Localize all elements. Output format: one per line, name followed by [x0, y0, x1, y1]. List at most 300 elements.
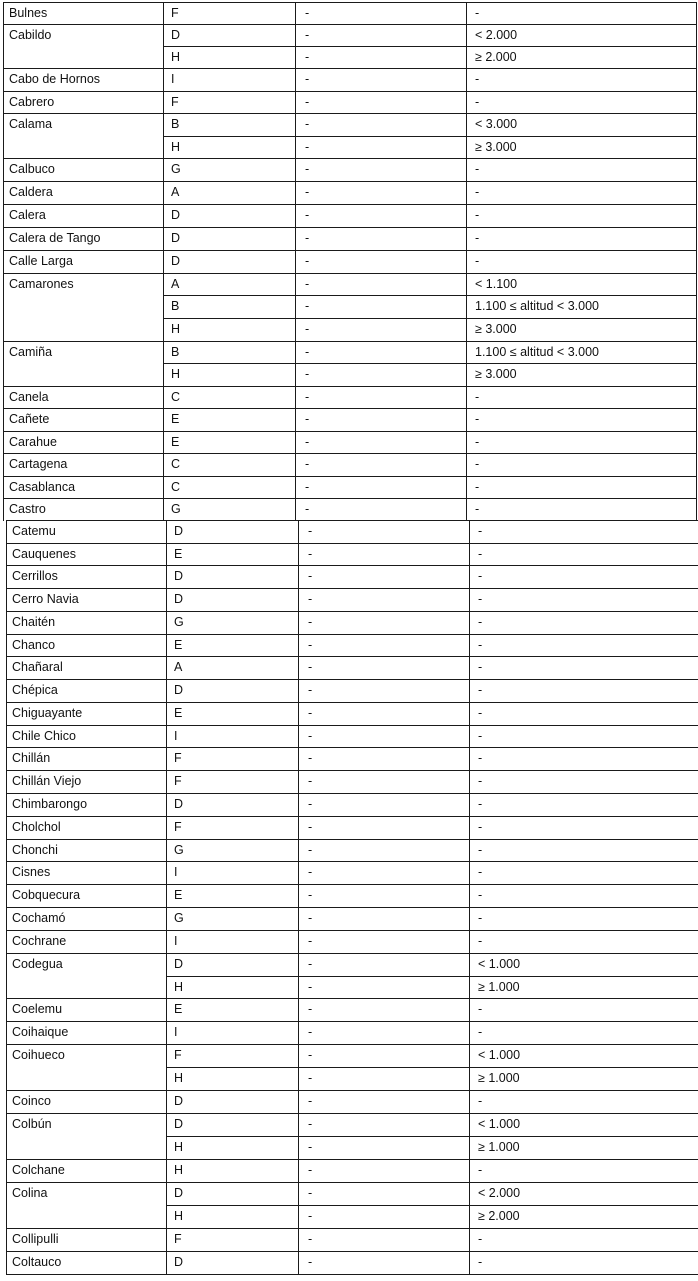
dash-cell: - [308, 1186, 313, 1200]
commune-name: Cañete [9, 412, 50, 426]
subrow-border [166, 1205, 698, 1206]
dash-cell: - [308, 1255, 313, 1269]
column-border [6, 656, 7, 680]
row-border [6, 793, 698, 794]
column-border [166, 770, 167, 794]
altitude-cell: 1.100 ≤ altitud < 3.000 [475, 345, 599, 359]
column-border [298, 770, 299, 794]
commune-name: Cabrero [9, 95, 55, 109]
column-border [696, 68, 697, 92]
dash-cell: - [308, 1025, 313, 1039]
altitude-cell: - [478, 751, 483, 765]
column-border [6, 953, 7, 999]
column-border [6, 816, 7, 840]
column-border [163, 341, 164, 387]
row-border [3, 24, 696, 25]
altitude-cell: - [475, 435, 480, 449]
altitude-cell: < 3.000 [475, 117, 518, 131]
column-border [469, 702, 470, 726]
row-border [6, 1021, 698, 1022]
altitude-cell: - [475, 162, 480, 176]
commune-name: Chillán Viejo [12, 774, 82, 788]
column-border [295, 476, 296, 499]
dash-cell: - [305, 231, 310, 245]
column-border [466, 68, 467, 92]
commune-name: Calama [9, 117, 53, 131]
zone-cell: A [171, 277, 180, 291]
commune-name: Coihueco [12, 1048, 65, 1062]
altitude-cell: < 1.000 [478, 957, 521, 971]
commune-name: Cabildo [9, 28, 52, 42]
dash-cell: - [308, 1209, 313, 1223]
column-border [295, 158, 296, 182]
column-border [298, 1021, 299, 1045]
dash-cell: - [305, 50, 310, 64]
altitude-cell: - [478, 865, 483, 879]
column-border [298, 679, 299, 703]
column-border [3, 91, 4, 114]
column-border [6, 793, 7, 817]
dash-cell: - [305, 72, 310, 86]
commune-name: Colina [12, 1186, 48, 1200]
column-border [6, 702, 7, 726]
altitude-cell: - [478, 820, 483, 834]
dash-cell: - [305, 457, 310, 471]
row-border [6, 702, 698, 703]
commune-name: Chiguayante [12, 706, 83, 720]
commune-name: Cauquenes [12, 547, 76, 561]
column-border [696, 113, 697, 159]
column-border [163, 91, 164, 114]
column-border [163, 476, 164, 499]
commune-name: Cerrillos [12, 569, 58, 583]
commune-name: Collipulli [12, 1232, 59, 1246]
column-border [3, 68, 4, 92]
column-border [466, 431, 467, 454]
zone-cell: C [171, 457, 181, 471]
column-border [3, 181, 4, 205]
commune-name: Cisnes [12, 865, 51, 879]
column-border [6, 725, 7, 748]
column-border [696, 453, 697, 477]
column-border [163, 408, 164, 432]
zone-cell: F [171, 6, 179, 20]
zone-cell: E [174, 706, 183, 720]
row-border [3, 227, 696, 228]
column-border [166, 725, 167, 748]
commune-name: Coinco [12, 1094, 51, 1108]
column-border [166, 679, 167, 703]
dash-cell: - [308, 660, 313, 674]
column-border [466, 341, 467, 387]
column-border [298, 793, 299, 817]
zone-cell: H [171, 367, 181, 381]
column-border [3, 250, 4, 274]
zone-cell: D [174, 1117, 184, 1131]
column-border [295, 181, 296, 205]
commune-name: Cochrane [12, 934, 67, 948]
altitude-cell: - [478, 797, 483, 811]
dash-cell: - [308, 706, 313, 720]
commune-name: Colbún [12, 1117, 52, 1131]
column-border [298, 1251, 299, 1275]
row-border [6, 953, 698, 954]
dash-cell: - [308, 980, 313, 994]
column-border [166, 1159, 167, 1183]
row-border [6, 1228, 698, 1229]
dash-cell: - [305, 390, 310, 404]
column-border [166, 588, 167, 612]
row-border [6, 747, 698, 748]
column-border [469, 656, 470, 680]
zone-cell: C [171, 390, 181, 404]
column-border [298, 656, 299, 680]
column-border [3, 273, 4, 342]
column-border [696, 2, 697, 25]
altitude-cell: ≥ 3.000 [475, 140, 517, 154]
column-border [3, 408, 4, 432]
zone-cell: F [174, 1048, 182, 1062]
column-border [696, 227, 697, 251]
column-border [298, 884, 299, 908]
column-border [6, 1044, 7, 1091]
zone-cell: H [171, 322, 181, 336]
dash-cell: - [308, 547, 313, 561]
zone-cell: F [171, 95, 179, 109]
column-border [6, 1021, 7, 1045]
altitude-cell: - [475, 254, 480, 268]
column-border [298, 747, 299, 771]
column-border [6, 839, 7, 862]
column-border [696, 91, 697, 114]
row-border [6, 656, 698, 657]
altitude-cell: ≥ 1.000 [478, 1140, 520, 1154]
column-border [469, 520, 470, 544]
column-border [298, 611, 299, 635]
row-border [6, 1274, 698, 1275]
column-border [298, 1228, 299, 1252]
column-border [166, 930, 167, 954]
column-border [295, 386, 296, 409]
zone-cell: C [171, 480, 181, 494]
column-border [166, 839, 167, 862]
column-border [163, 181, 164, 205]
row-border [6, 565, 698, 566]
column-border [298, 839, 299, 862]
dash-cell: - [305, 162, 310, 176]
row-border [6, 1090, 698, 1091]
altitude-cell: < 1.000 [478, 1048, 521, 1062]
column-border [298, 998, 299, 1022]
commune-name: Calera [9, 208, 46, 222]
zone-cell: F [174, 751, 182, 765]
altitude-cell: - [478, 683, 483, 697]
column-border [166, 747, 167, 771]
dash-cell: - [308, 751, 313, 765]
column-border [469, 725, 470, 748]
column-border [6, 588, 7, 612]
altitude-cell: - [475, 95, 480, 109]
column-border [469, 770, 470, 794]
zone-cell: E [174, 1002, 183, 1016]
column-border [166, 998, 167, 1022]
zone-cell: E [174, 638, 183, 652]
altitude-cell: - [478, 1163, 483, 1177]
row-border [6, 1113, 698, 1114]
altitude-cell: - [475, 6, 480, 20]
altitude-cell: ≥ 1.000 [478, 1071, 520, 1085]
column-border [6, 861, 7, 885]
dash-cell: - [305, 299, 310, 313]
zone-cell: F [174, 820, 182, 834]
zone-cell: I [171, 72, 175, 86]
zone-cell: D [171, 231, 181, 245]
subrow-border [166, 1136, 698, 1137]
altitude-cell: 1.100 ≤ altitud < 3.000 [475, 299, 599, 313]
zone-cell: G [171, 162, 181, 176]
column-border [166, 861, 167, 885]
column-border [466, 498, 467, 521]
column-border [163, 68, 164, 92]
column-border [166, 1021, 167, 1045]
dash-cell: - [308, 820, 313, 834]
commune-name: Canela [9, 390, 49, 404]
dash-cell: - [308, 569, 313, 583]
zone-cell: B [171, 117, 180, 131]
column-border [298, 930, 299, 954]
commune-name: Coihaique [12, 1025, 69, 1039]
zone-cell: D [174, 1094, 184, 1108]
zone-cell: H [174, 1071, 184, 1085]
commune-name: Calbuco [9, 162, 55, 176]
column-border [295, 68, 296, 92]
column-border [466, 250, 467, 274]
column-border [696, 24, 697, 69]
column-border [6, 747, 7, 771]
column-border [163, 227, 164, 251]
column-border [469, 998, 470, 1022]
column-border [163, 273, 164, 342]
row-border [3, 453, 696, 454]
column-border [469, 1021, 470, 1045]
dash-cell: - [305, 254, 310, 268]
column-border [298, 907, 299, 931]
subrow-border [163, 318, 696, 319]
commune-name: Catemu [12, 524, 56, 538]
altitude-cell: - [475, 412, 480, 426]
dash-cell: - [305, 140, 310, 154]
row-border [6, 1159, 698, 1160]
column-border [166, 816, 167, 840]
column-border [469, 1159, 470, 1183]
column-border [3, 498, 4, 521]
row-border [6, 634, 698, 635]
altitude-cell: - [478, 592, 483, 606]
column-border [6, 770, 7, 794]
zone-cell: F [174, 1232, 182, 1246]
row-border [6, 839, 698, 840]
zone-cell: F [174, 774, 182, 788]
dash-cell: - [305, 322, 310, 336]
column-border [3, 158, 4, 182]
commune-name: Caldera [9, 185, 53, 199]
dash-cell: - [308, 1140, 313, 1154]
commune-name: Calle Larga [9, 254, 73, 268]
commune-name: Carahue [9, 435, 57, 449]
row-border [6, 1044, 698, 1045]
column-border [166, 907, 167, 931]
column-border [6, 998, 7, 1022]
column-border [466, 273, 467, 342]
column-border [166, 1251, 167, 1275]
commune-name: Cholchol [12, 820, 61, 834]
altitude-cell: - [475, 480, 480, 494]
altitude-cell: - [475, 390, 480, 404]
column-border [469, 1228, 470, 1252]
column-border [466, 227, 467, 251]
altitude-cell: < 2.000 [475, 28, 518, 42]
dash-cell: - [308, 524, 313, 538]
column-border [6, 1090, 7, 1114]
commune-name: Castro [9, 502, 46, 516]
zone-cell: G [171, 502, 181, 516]
row-border [3, 408, 696, 409]
commune-name: Cerro Navia [12, 592, 79, 606]
commune-name: Chimbarongo [12, 797, 88, 811]
zone-cell: I [174, 729, 178, 743]
altitude-cell: - [475, 185, 480, 199]
row-border [3, 204, 696, 205]
commune-name: Cobquecura [12, 888, 81, 902]
column-border [466, 408, 467, 432]
altitude-cell: - [478, 706, 483, 720]
altitude-cell: - [478, 1094, 483, 1108]
row-border [6, 930, 698, 931]
column-border [163, 204, 164, 228]
column-border [166, 656, 167, 680]
column-border [163, 158, 164, 182]
commune-name: Colchane [12, 1163, 65, 1177]
zone-cell: E [171, 412, 180, 426]
column-border [469, 1251, 470, 1275]
row-border [3, 113, 696, 114]
dash-cell: - [305, 435, 310, 449]
subrow-border [163, 46, 696, 47]
row-border [3, 2, 696, 3]
dash-cell: - [305, 185, 310, 199]
zone-cell: D [174, 797, 184, 811]
zone-cell: D [174, 1255, 184, 1269]
column-border [166, 793, 167, 817]
commune-name: Chile Chico [12, 729, 76, 743]
column-border [163, 498, 164, 521]
commune-name: Chépica [12, 683, 58, 697]
column-border [696, 181, 697, 205]
column-border [298, 1159, 299, 1183]
column-border [298, 861, 299, 885]
dash-cell: - [305, 345, 310, 359]
column-border [166, 702, 167, 726]
subrow-border [163, 136, 696, 137]
commune-name: Chillán [12, 751, 51, 765]
column-border [469, 565, 470, 589]
column-border [6, 520, 7, 544]
column-border [298, 588, 299, 612]
zone-cell: G [174, 843, 184, 857]
row-border [6, 679, 698, 680]
column-border [469, 634, 470, 657]
dash-cell: - [308, 1163, 313, 1177]
column-border [298, 816, 299, 840]
dash-cell: - [308, 957, 313, 971]
commune-name: Codegua [12, 957, 63, 971]
column-border [469, 793, 470, 817]
altitude-cell: - [478, 934, 483, 948]
column-border [6, 543, 7, 566]
dash-cell: - [305, 367, 310, 381]
column-border [3, 204, 4, 228]
column-border [696, 498, 697, 521]
row-border [3, 386, 696, 387]
column-border [166, 611, 167, 635]
column-border [166, 634, 167, 657]
column-border [466, 2, 467, 25]
altitude-cell: - [478, 911, 483, 925]
altitude-cell: - [478, 1025, 483, 1039]
altitude-cell: - [478, 843, 483, 857]
commune-name: Cartagena [9, 457, 68, 471]
column-border [163, 386, 164, 409]
column-border [469, 611, 470, 635]
row-border [6, 520, 698, 521]
altitude-cell: - [475, 72, 480, 86]
column-border [469, 543, 470, 566]
column-border [166, 565, 167, 589]
zone-cell: D [174, 524, 184, 538]
altitude-cell: - [478, 729, 483, 743]
altitude-cell: - [478, 569, 483, 583]
column-border [163, 453, 164, 477]
dash-cell: - [308, 865, 313, 879]
column-border [469, 930, 470, 954]
row-border [6, 725, 698, 726]
column-border [469, 1090, 470, 1114]
zone-cell: B [171, 345, 180, 359]
zone-cell: D [174, 592, 184, 606]
column-border [469, 907, 470, 931]
column-border [466, 158, 467, 182]
altitude-cell: - [478, 660, 483, 674]
zone-cell: H [171, 140, 181, 154]
row-border [6, 1182, 698, 1183]
column-border [696, 476, 697, 499]
zone-cell: I [174, 934, 178, 948]
dash-cell: - [305, 480, 310, 494]
dash-cell: - [308, 592, 313, 606]
column-border [3, 2, 4, 25]
column-border [3, 341, 4, 387]
column-border [6, 930, 7, 954]
column-border [295, 227, 296, 251]
zone-cell: D [174, 683, 184, 697]
row-border [3, 273, 696, 274]
dash-cell: - [308, 1002, 313, 1016]
column-border [696, 431, 697, 454]
column-border [295, 273, 296, 342]
column-border [163, 2, 164, 25]
row-border [3, 250, 696, 251]
column-border [3, 431, 4, 454]
